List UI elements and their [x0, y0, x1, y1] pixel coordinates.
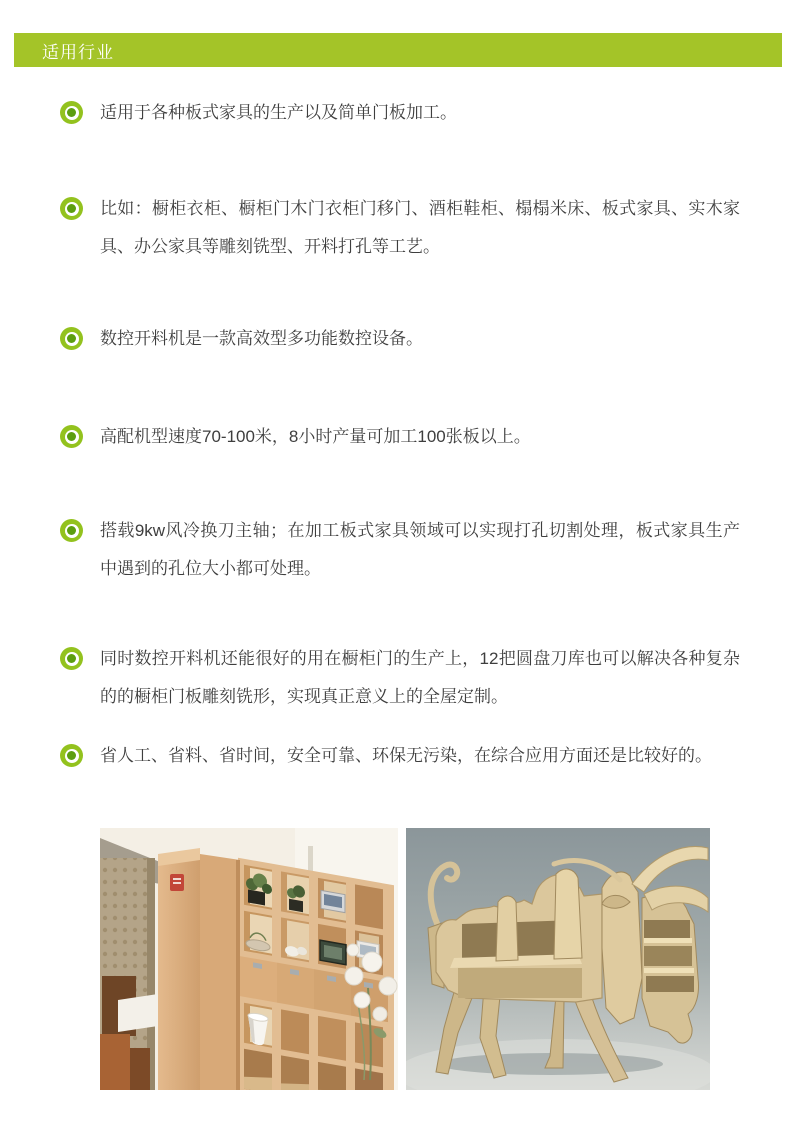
bullet-text: 适用于各种板式家具的生产以及简单门板加工。	[100, 103, 457, 122]
shelf-room-divider-photo	[100, 828, 398, 1090]
target-bullet-icon	[60, 647, 83, 670]
target-bullet-icon	[60, 101, 83, 124]
section-header-bar	[14, 33, 782, 67]
bullet-text: 比如：橱柜衣柜、橱柜门木门衣柜门移门、酒柜鞋柜、榻榻米床、板式家具、实木家具、办公家具等雕刻铣型、开料打孔等工艺。	[100, 199, 740, 256]
bullet-text: 高配机型速度70-100米，8小时产量可加工100张板以上。	[100, 427, 531, 446]
target-bullet-icon	[60, 425, 83, 448]
bullet-text: 省人工、省料、省时间，安全可靠、环保无污染，在综合应用方面还是比较好的。	[100, 746, 712, 765]
target-bullet-icon	[60, 744, 83, 767]
target-bullet-icon	[60, 327, 83, 350]
bullet-text: 同时数控开料机还能很好的用在橱柜门的生产上，12把圆盘刀库也可以解决各种复杂的的橱柜门板雕刻铣形，实现真正意义上的全屋定制。	[100, 649, 740, 706]
section-title: 适用行业	[42, 42, 114, 62]
plywood-bull-shelf-photo	[406, 828, 710, 1090]
bullet-text: 搭载9kw风冷换刀主轴；在加工板式家具领域可以实现打孔切割处理，板式家具生产中遇到的孔位大小都可处理。	[100, 521, 740, 578]
target-bullet-icon	[60, 519, 83, 542]
bullet-text: 数控开料机是一款高效型多功能数控设备。	[100, 329, 423, 348]
target-bullet-icon	[60, 197, 83, 220]
